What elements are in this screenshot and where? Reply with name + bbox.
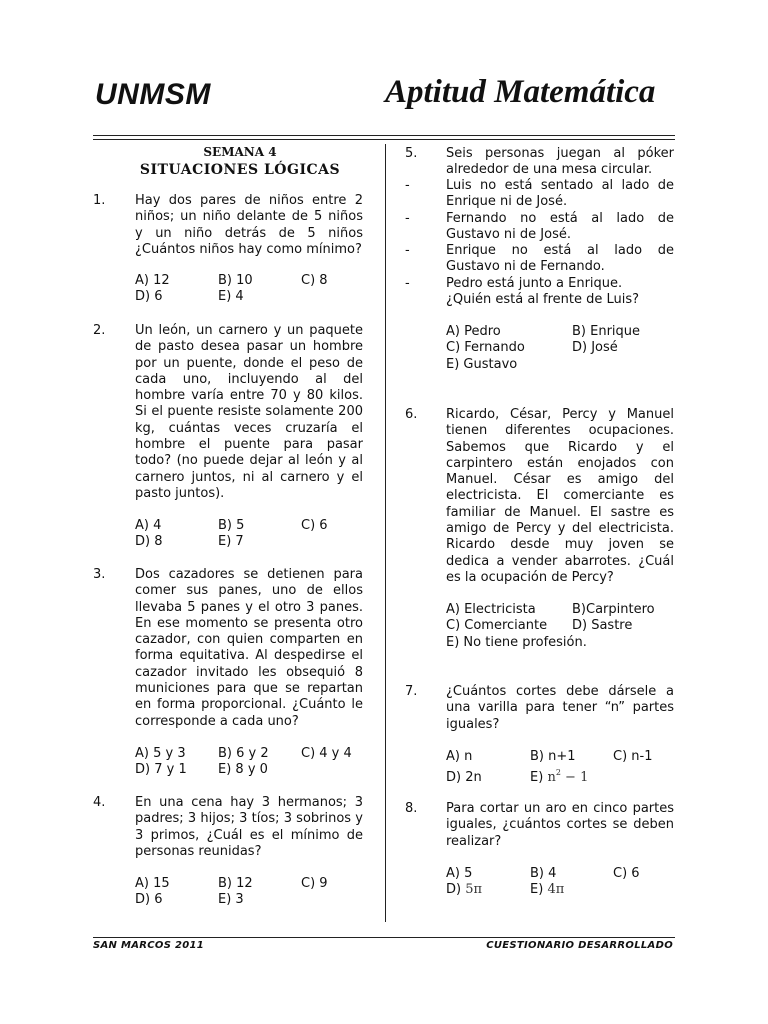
question-5-options (446, 324, 640, 373)
question-4-options (135, 876, 328, 909)
option-a: A) n (446, 749, 473, 764)
option-a: A) 15 (135, 876, 170, 891)
option-d: D) Sastre (572, 618, 633, 634)
option-e: E) 7 (218, 534, 244, 550)
question-5-clue-2: Fernando no está al lado de Gustavo ni de José. (446, 211, 674, 243)
footer-rule (93, 937, 675, 938)
question-5-clue-1: Luis no está sentado al lado de Enrique ni de José. (446, 178, 674, 210)
option-e: E) 4 (218, 289, 244, 305)
footer-left: SAN MARCOS 2011 (93, 940, 205, 951)
question-6-options (446, 602, 655, 651)
question-4-text: En una cena hay 3 hermanos; 3 padres; 3 hijos; 3 tíos; 3 sobrinos y 3 primos, ¿Cuál es el mínimo de personas reunidas? (135, 795, 363, 859)
question-5-clue-1-dash: - (405, 178, 410, 193)
column-divider (385, 144, 386, 922)
option-a: A) 12 (135, 273, 170, 288)
header-rule-bottom (93, 139, 675, 140)
option-e (530, 765, 588, 786)
option-b: B) 5 (218, 518, 245, 533)
question-5-number: 5. (405, 146, 418, 161)
question-5-question: ¿Quién está al frente de Luis? (446, 292, 640, 307)
question-5-clue-3: Enrique no está al lado de Gustavo ni de Fernando. (446, 243, 674, 275)
question-6-text: Ricardo, César, Percy y Manuel tienen diferentes ocupaciones. Sabemos que Ricardo y el carpintero están enojados con Manuel. César es amigo del electricista. El comerciante es familiar de Manuel. El sastre es amigo de Percy y del electricista. Ricardo desde muy joven se dedica a vender abarrotes. ¿Cuál es la ocupación de Percy? (446, 407, 674, 585)
option-c: C) n-1 (613, 749, 653, 764)
option-e-label: E) (530, 770, 544, 786)
section-week: SEMANA 4 (203, 145, 277, 159)
header-rule-top (93, 135, 675, 136)
question-2-text: Un león, un carnero y un paquete de pasto desea pasar un hombre por un puente, donde el peso de cada uno, incluyendo al del hombre varía entre 70 y 80 kilos. Si el puente resiste solamente 200 kg, cuántas veces cruzaría el hombre el puente para pasar todo? (no puede dejar al león y al carnero juntos, ni al carnero y el pasto juntos). (135, 323, 363, 501)
question-7-options (446, 749, 653, 786)
header-right-title: Aptitud Matemática (385, 74, 656, 110)
option-e: E) 3 (218, 892, 244, 908)
option-d: D) José (572, 340, 618, 356)
option-e: E) Gustavo (446, 356, 518, 372)
option-d (446, 882, 530, 898)
option-e: E) No tiene profesión. (446, 634, 587, 650)
option-b: B) n+1 (530, 749, 576, 764)
option-c: C) 4 y 4 (301, 746, 352, 761)
question-5-clue-4: Pedro está junto a Enrique. (446, 276, 623, 291)
option-d-expression: 5π (465, 882, 483, 898)
question-1-options (135, 273, 328, 306)
option-c: C) Fernando (446, 340, 525, 356)
question-7-text: ¿Cuántos cortes debe dársele a una varilla para tener “n” partes iguales? (446, 684, 674, 732)
math-rest: − 1 (560, 770, 589, 786)
option-b: B) 6 y 2 (218, 746, 269, 761)
option-b: B)Carpintero (572, 602, 655, 617)
question-8-text: Para cortar un aro en cinco partes iguales, ¿cuántos cortes se deben realizar? (446, 801, 674, 849)
footer-right: CUESTIONARIO DESARROLLADO (486, 940, 673, 951)
question-8-options (446, 866, 640, 899)
option-b: B) 10 (218, 273, 253, 288)
option-c: C) Comerciante (446, 618, 548, 634)
option-b: B) Enrique (572, 324, 641, 339)
header-left-title: UNMSM (95, 78, 211, 111)
option-b: B) 12 (218, 876, 253, 891)
question-2-options (135, 518, 328, 551)
question-1-number: 1. (93, 193, 106, 208)
question-5-clue-4-dash: - (405, 276, 410, 291)
option-e: E) 8 y 0 (218, 762, 268, 778)
option-c: C) 8 (301, 273, 328, 288)
option-e-label: E) (530, 882, 544, 898)
option-d: D) 6 (135, 892, 163, 908)
option-a: A) 5 (446, 866, 473, 881)
option-a: A) Electricista (446, 602, 536, 617)
option-c: C) 6 (613, 866, 640, 881)
option-b: B) 4 (530, 866, 557, 881)
option-a: A) 5 y 3 (135, 746, 186, 761)
question-8-number: 8. (405, 801, 418, 816)
question-5-clue-3-dash: - (405, 243, 410, 258)
question-2-number: 2. (93, 323, 106, 338)
option-e-expression: 4π (547, 882, 565, 898)
question-7-number: 7. (405, 684, 418, 699)
question-5-intro: Seis personas juegan al póker alrededor de una mesa circular. (446, 146, 674, 178)
option-e-expression (547, 770, 588, 785)
question-4-number: 4. (93, 795, 106, 810)
section-title: SITUACIONES LÓGICAS (139, 162, 341, 178)
option-d: D) 7 y 1 (135, 762, 187, 778)
option-c: C) 9 (301, 876, 328, 891)
question-3-text: Dos cazadores se detienen para comer sus panes, uno de ellos llevaba 5 panes y el otro 3 panes. En ese momento se presenta otro cazador, con quien comparten en forma equitativa. Al despedirse el cazador invitado les obsequió 8 municiones para que se repartan en forma proporcional. ¿Cuánto le corresponde a cada uno? (135, 567, 363, 729)
math-exponent: 2 (555, 768, 561, 778)
question-3-number: 3. (93, 567, 106, 582)
option-a: A) Pedro (446, 324, 501, 339)
option-a: A) 4 (135, 518, 162, 533)
option-d: D) 8 (135, 534, 163, 550)
question-3-options (135, 746, 352, 779)
option-d: D) 2n (446, 770, 482, 786)
question-1-text: Hay dos pares de niños entre 2 niños; un niño delante de 5 niños y un niño detrás de 5 niños ¿Cuántos niños hay como mínimo? (135, 193, 363, 257)
option-e (530, 882, 564, 898)
option-c: C) 6 (301, 518, 328, 533)
question-6-number: 6. (405, 407, 418, 422)
option-d-label: D) (446, 882, 462, 898)
question-5-clue-2-dash: - (405, 211, 410, 226)
math-base: n (547, 770, 556, 786)
option-d: D) 6 (135, 289, 163, 305)
